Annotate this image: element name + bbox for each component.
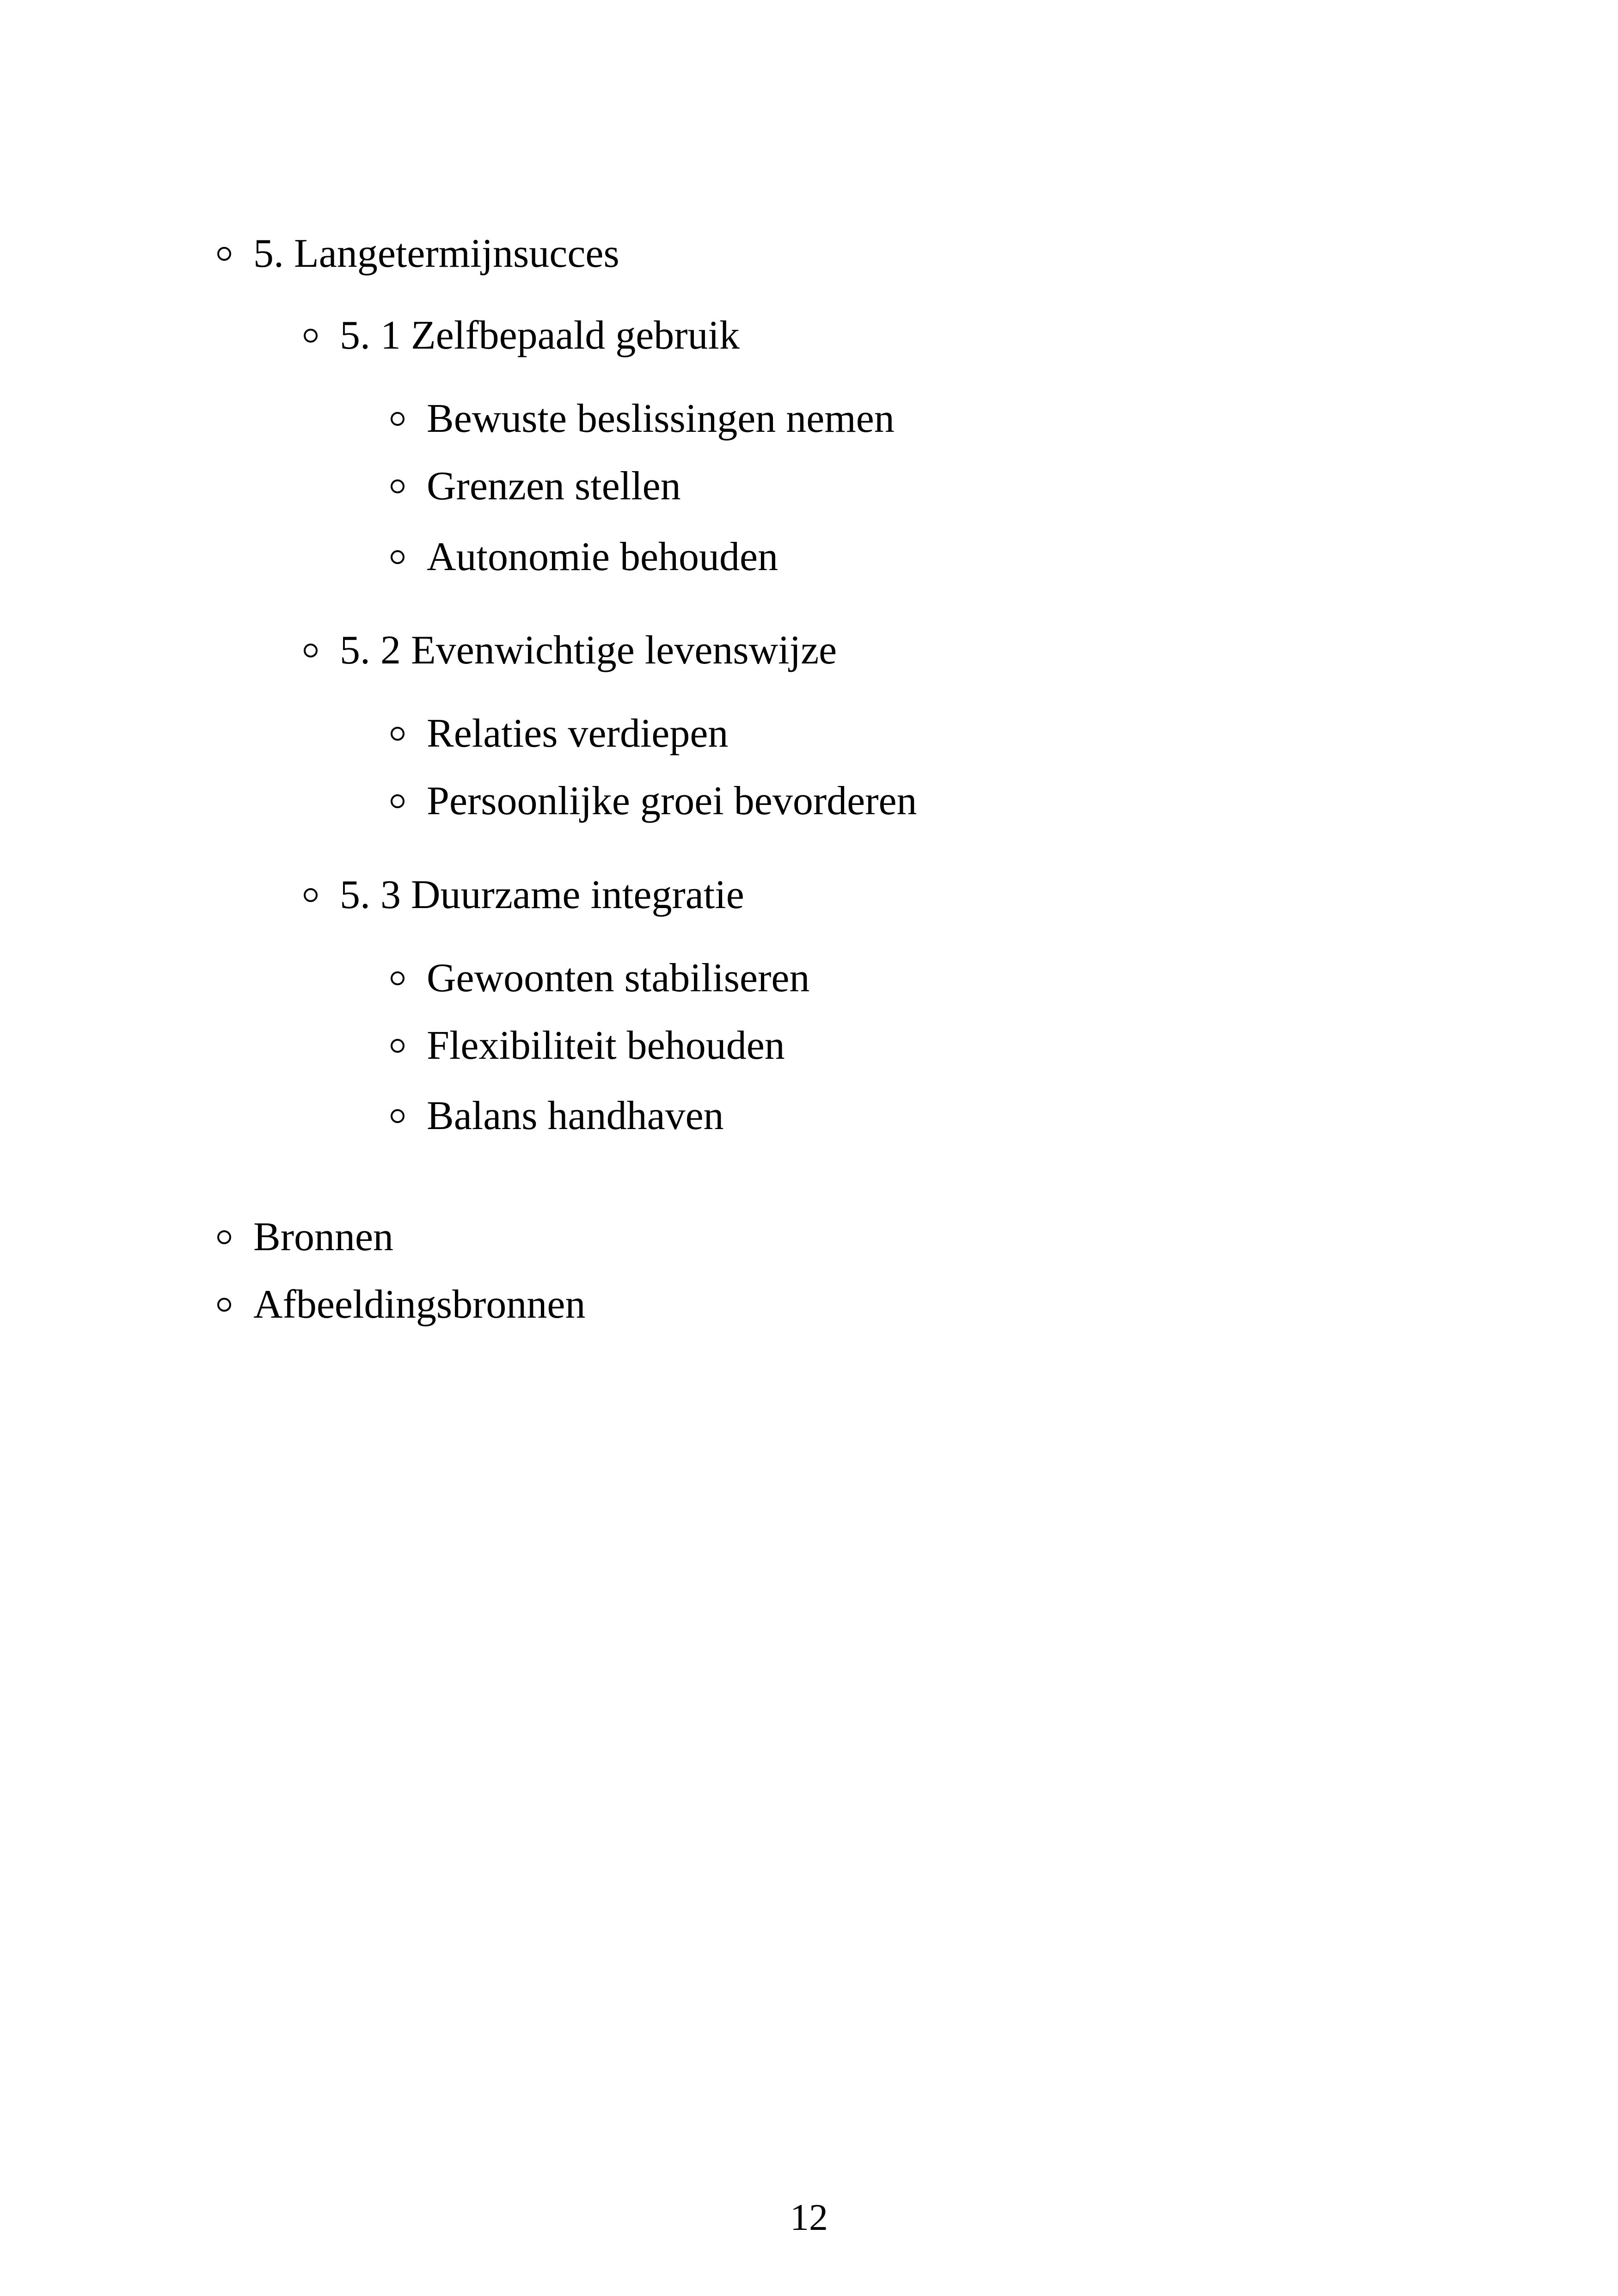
outline-item-afbeeldingsbronnen	[217, 1284, 585, 1325]
outline-item-label: Balans handhaven	[427, 1093, 724, 1138]
outline-item-section-5-1	[304, 315, 740, 356]
hollow-circle-bullet-icon	[217, 1298, 231, 1312]
outline-item-label: 5. 2 Evenwichtige levenswijze	[340, 628, 837, 673]
outline-item	[391, 713, 728, 754]
outline-item-label: Afbeeldingsbronnen	[253, 1282, 586, 1327]
hollow-circle-bullet-icon	[304, 888, 318, 902]
hollow-circle-bullet-icon	[391, 412, 404, 426]
outline-item-label: Bronnen	[253, 1215, 394, 1259]
outline-item-bronnen	[217, 1217, 393, 1258]
outline-item-label: Persoonlijke groei bevorderen	[427, 779, 917, 823]
hollow-circle-bullet-icon	[391, 1109, 404, 1123]
outline-item-section-5-3	[304, 872, 744, 917]
outline-item	[391, 534, 778, 579]
outline-item-section-5-2	[304, 630, 837, 671]
hollow-circle-bullet-icon	[217, 1230, 231, 1244]
outline-item-label: 5. 3 Duurzame integratie	[340, 872, 744, 917]
outline-item-label: Bewuste beslissingen nemen	[427, 396, 895, 441]
outline-item-section-5	[217, 233, 619, 274]
outline-item	[391, 396, 895, 441]
hollow-circle-bullet-icon	[391, 550, 404, 564]
hollow-circle-bullet-icon	[391, 727, 404, 741]
outline-item-label: Gewoonten stabiliseren	[427, 956, 810, 1001]
outline-item	[391, 1093, 724, 1138]
hollow-circle-bullet-icon	[217, 247, 231, 261]
page-number: 12	[790, 2196, 828, 2238]
hollow-circle-bullet-icon	[391, 794, 404, 808]
hollow-circle-bullet-icon	[391, 1039, 404, 1053]
outline-item-label: 5. Langetermijnsucces	[253, 231, 619, 276]
outline-item	[391, 781, 917, 822]
outline-item	[391, 466, 681, 507]
outline-item-label: Autonomie behouden	[427, 534, 778, 579]
outline-item-label: Flexibiliteit behouden	[427, 1023, 785, 1068]
hollow-circle-bullet-icon	[304, 329, 318, 343]
outline-item-label: Grenzen stellen	[427, 464, 681, 509]
outline-item	[391, 1025, 785, 1066]
hollow-circle-bullet-icon	[304, 644, 318, 657]
outline-item-label: 5. 1 Zelfbepaald gebruik	[340, 313, 740, 358]
hollow-circle-bullet-icon	[391, 479, 404, 493]
hollow-circle-bullet-icon	[391, 971, 404, 985]
outline-item-label: Relaties verdiepen	[427, 711, 729, 756]
outline-item	[391, 958, 809, 999]
